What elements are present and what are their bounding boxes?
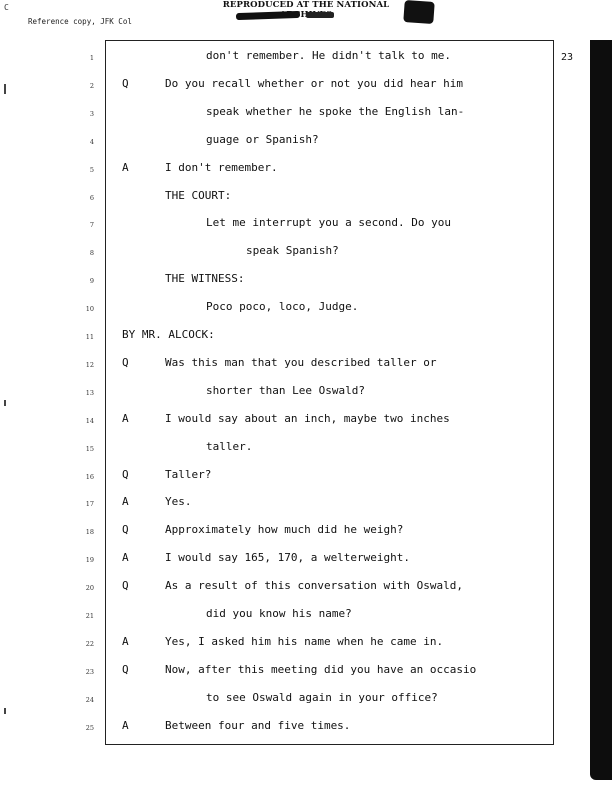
transcript-line: [0, 440, 612, 460]
line-text: Do you recall whether or not you did hear him: [165, 76, 464, 90]
line-text: I don't remember.: [165, 160, 278, 174]
speaker-label: A: [122, 718, 129, 732]
transcript-line: [0, 161, 612, 181]
speaker-label: A: [122, 634, 129, 648]
transcript-line: [0, 551, 612, 571]
speaker-label: Q: [122, 355, 129, 369]
line-number: 16: [85, 472, 94, 481]
line-text: Taller?: [165, 467, 212, 481]
line-text: As a result of this conversation with Oswald,: [165, 579, 464, 593]
transcript-line: [0, 412, 612, 432]
line-text: Now, after this meeting did you have an occasio: [165, 662, 477, 676]
stamp-smudge: [403, 0, 434, 24]
speaker-label: Q: [122, 76, 129, 90]
speaker-label: A: [122, 495, 129, 509]
speaker-label: A: [122, 411, 129, 425]
line-number: 11: [85, 333, 94, 341]
speaker-label: A: [122, 160, 129, 174]
transcript-line: [0, 272, 612, 292]
transcript-line: [0, 77, 612, 97]
line-text: THE COURT:: [165, 188, 232, 202]
line-number: 12: [85, 360, 94, 369]
transcript-line: [0, 635, 612, 655]
transcript-line: [0, 105, 612, 125]
line-number: 10: [85, 305, 94, 314]
line-number: 18: [85, 528, 94, 537]
line-number: 3: [89, 109, 94, 118]
line-text: speak whether he spoke the English lan-: [206, 104, 465, 118]
transcript-line: [0, 300, 612, 320]
line-text: guage or Spanish?: [206, 132, 319, 146]
speaker-label: A: [122, 551, 129, 565]
transcript-line: [0, 468, 612, 488]
transcript-line: [0, 719, 612, 739]
stamp-smudge: [306, 12, 334, 18]
line-text: Approximately how much did he weigh?: [165, 523, 404, 537]
transcript-line: [0, 523, 612, 543]
transcript-line: [0, 384, 612, 404]
transcript-line: [0, 216, 612, 236]
speaker-label: Q: [122, 467, 129, 481]
line-number: 1: [89, 54, 94, 62]
transcript-line: [0, 579, 612, 599]
line-number: 9: [89, 277, 94, 286]
line-text: I would say 165, 170, a welterweight.: [165, 551, 411, 565]
line-number: 25: [85, 723, 94, 732]
line-number: 21: [85, 612, 94, 620]
line-text: to see Oswald again in your office?: [206, 690, 438, 704]
line-text: Yes, I asked him his name when he came in.: [165, 634, 444, 648]
archive-stamp: REPRODUCED AT THE NATIONAL: [222, 0, 390, 10]
line-number: 8: [89, 249, 94, 258]
line-text: Between four and five times.: [165, 718, 351, 732]
speaker-label: Q: [122, 579, 129, 593]
transcript-line: [0, 356, 612, 376]
transcript-line: [0, 49, 612, 69]
line-number: 22: [85, 639, 94, 648]
line-number: 19: [85, 556, 94, 565]
line-number: 23: [85, 667, 94, 676]
page-number: 23: [561, 52, 574, 63]
line-text: shorter than Lee Oswald?: [206, 383, 365, 397]
line-text: THE WITNESS:: [165, 272, 245, 286]
line-number: 17: [85, 500, 94, 509]
line-number: 20: [85, 584, 94, 593]
line-number: 14: [85, 416, 94, 425]
line-number: 13: [85, 388, 94, 397]
line-text: don't remember. He didn't talk to me.: [206, 49, 452, 62]
line-text: I would say about an inch, maybe two inches: [165, 411, 450, 425]
line-number: 7: [89, 221, 94, 230]
transcript-line: [0, 663, 612, 683]
line-number: 2: [89, 81, 94, 90]
line-number: 4: [89, 137, 94, 146]
reference-copy-label: Reference copy, JFK Col: [28, 17, 132, 26]
line-text: BY MR. ALCOCK:: [122, 328, 215, 341]
line-text: Poco poco, loco, Judge.: [206, 300, 359, 314]
line-number: 6: [89, 193, 94, 202]
line-number: 24: [85, 695, 94, 704]
speaker-label: Q: [122, 662, 129, 676]
transcript-line: [0, 495, 612, 515]
transcript-line: [0, 691, 612, 711]
line-number: 15: [85, 444, 94, 453]
line-text: Was this man that you described taller or: [165, 355, 437, 369]
speaker-label: Q: [122, 523, 129, 537]
line-text: did you know his name?: [206, 607, 352, 620]
line-number: 5: [89, 165, 94, 174]
transcript-line: [0, 607, 612, 627]
line-text: Yes.: [165, 495, 192, 509]
line-text: taller.: [206, 439, 253, 453]
transcript-line: [0, 133, 612, 153]
transcript-line: [0, 244, 612, 264]
transcript-line: [0, 328, 612, 348]
line-text: speak Spanish?: [246, 244, 339, 258]
corner-mark: C: [4, 3, 9, 12]
line-text: Let me interrupt you a second. Do you: [206, 216, 452, 230]
transcript-line: [0, 189, 612, 209]
